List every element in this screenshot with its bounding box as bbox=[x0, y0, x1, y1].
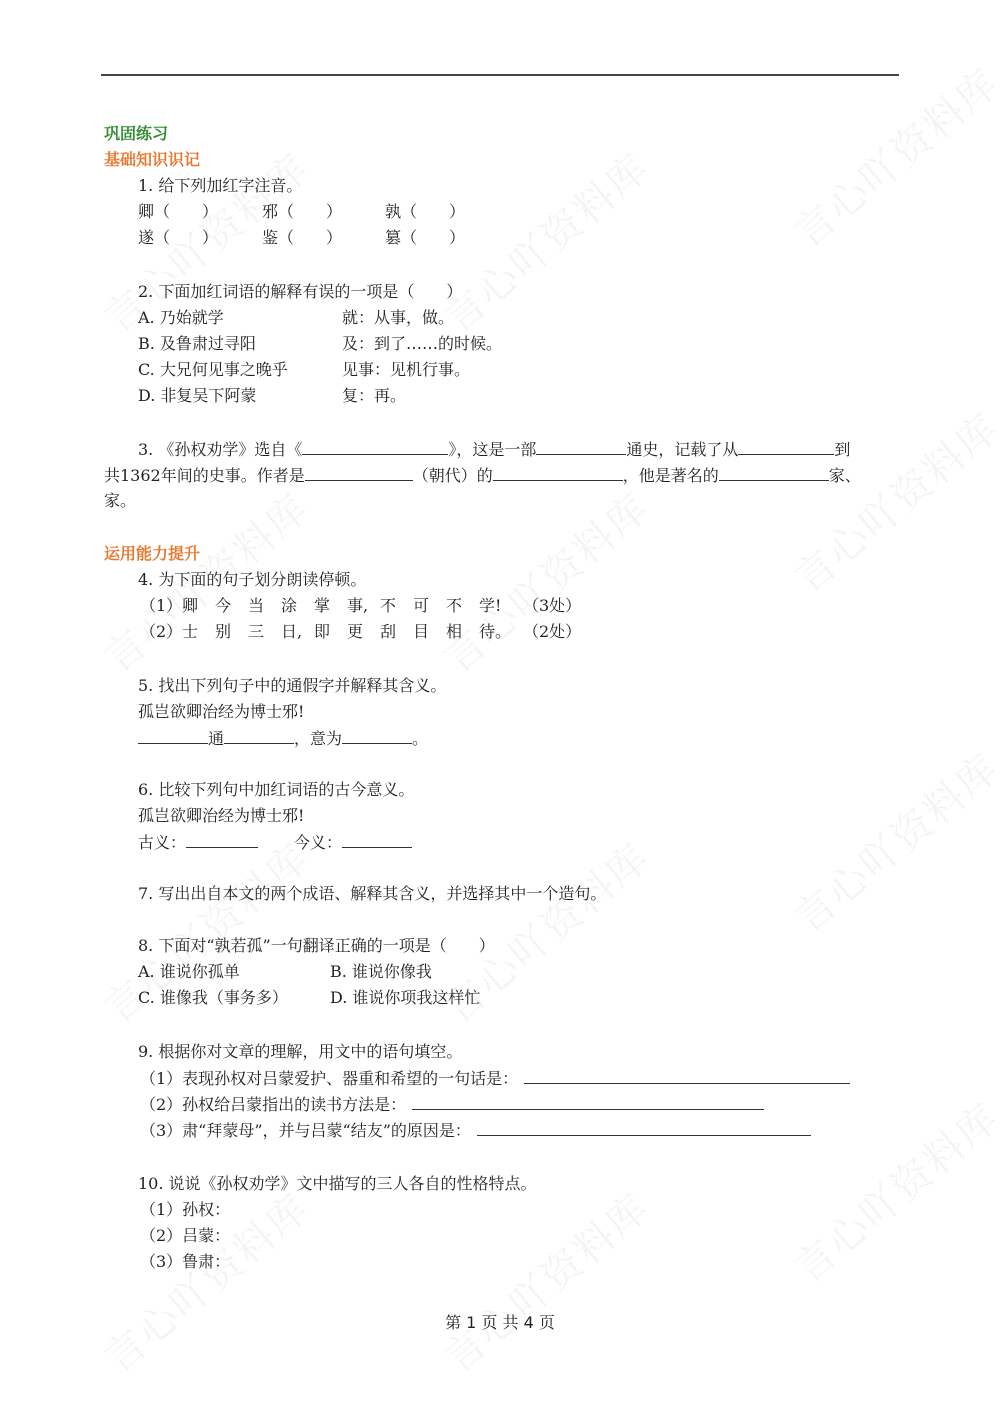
q2-explain-d: 复：再。 bbox=[342, 386, 407, 405]
q4-sentence-1: （1）卿 今 当 涂 掌 事, 不 可 不 学! （3处） bbox=[140, 596, 582, 615]
section-title-ability: 运用能力提升 bbox=[104, 544, 201, 563]
watermark bbox=[430, 1178, 660, 1384]
q5-sentence: 孤岂欲卿治经为博士邪! bbox=[138, 702, 305, 721]
q1-item: 卿（ ） bbox=[138, 202, 219, 221]
q10-title: 10. 说说《孙权劝学》文中描写的三人各自的性格特点。 bbox=[138, 1174, 537, 1193]
q9-title: 9. 根据你对文章的理解，用文中的语句填空。 bbox=[138, 1042, 463, 1061]
q6-title: 6. 比较下列句中加红词语的古今意义。 bbox=[138, 780, 415, 799]
q5-blank-meaning[interactable] bbox=[342, 728, 412, 744]
q1-item: 鉴（ ） bbox=[262, 228, 343, 247]
section-title-basic: 基础知识识记 bbox=[104, 150, 201, 169]
q3-blank-role[interactable] bbox=[719, 465, 829, 481]
watermark bbox=[780, 1088, 1000, 1294]
q3-line1: 3. 《孙权劝学》选自《 》，这是一部 通史，记载了从 到 bbox=[138, 440, 851, 459]
q3-line3: 家。 bbox=[104, 491, 137, 510]
q1-item: 邪（ ） bbox=[262, 202, 343, 221]
q6-blank-ancient[interactable] bbox=[186, 832, 258, 848]
page-number: 第 1 页 共 4 页 bbox=[445, 1313, 555, 1332]
q2-explain-b: 及：到了……的时候。 bbox=[342, 334, 503, 353]
q2-title: 2. 下面加红词语的解释有误的一项是（ ） bbox=[138, 282, 463, 301]
q3-blank-author[interactable] bbox=[493, 465, 623, 481]
watermark bbox=[430, 478, 660, 684]
q2-explain-a: 就：从事，做。 bbox=[342, 308, 455, 327]
q1-title: 1. 给下列加红字注音。 bbox=[138, 176, 303, 195]
q9-item-2: （2）孙权给吕蒙指出的读书方法是： bbox=[140, 1094, 764, 1115]
q6-blank-modern[interactable] bbox=[342, 832, 412, 848]
q5-blank-original[interactable] bbox=[224, 728, 294, 744]
q1-item: 孰（ ） bbox=[385, 202, 466, 221]
q4-sentence-2: （2）士 别 三 日, 即 更 刮 目 相 待。 （2处） bbox=[140, 622, 582, 641]
q3-line2: 共1362年间的史事。作者是 （朝代）的 ，他是著名的 家、 bbox=[104, 466, 861, 485]
q3-blank-book[interactable] bbox=[302, 439, 448, 455]
q3-blank-from[interactable] bbox=[738, 439, 834, 455]
watermark bbox=[780, 738, 1000, 944]
q4-title: 4. 为下面的句子划分朗读停顿。 bbox=[138, 570, 367, 589]
q2-explain-c: 见事：见机行事。 bbox=[342, 360, 471, 379]
q1-item: 遂（ ） bbox=[138, 228, 219, 247]
q9-blank-2[interactable] bbox=[412, 1094, 764, 1110]
q3-blank-type[interactable] bbox=[536, 439, 626, 455]
q3-blank-author-dynasty[interactable] bbox=[305, 465, 413, 481]
q10-item-sunquan: （1）孙权： bbox=[140, 1200, 231, 1219]
q8-option-d: D. 谁说你项我这样忙 bbox=[330, 988, 481, 1007]
q6-answer-line: 古义： 今义： bbox=[138, 832, 412, 853]
q1-item: 篡（ ） bbox=[385, 228, 466, 247]
header-rule bbox=[101, 74, 899, 76]
q8-option-c: C. 谁像我（事务多） bbox=[138, 988, 288, 1007]
q9-blank-3[interactable] bbox=[477, 1120, 811, 1136]
q10-item-lusu: （3）鲁肃： bbox=[140, 1252, 231, 1271]
q6-sentence: 孤岂欲卿治经为博士邪! bbox=[138, 806, 305, 825]
watermark bbox=[780, 53, 1000, 259]
q8-option-b: B. 谁说你像我 bbox=[330, 962, 432, 981]
q7-title: 7. 写出出自本文的两个成语、解释其含义，并选择其中一个造句。 bbox=[138, 884, 607, 903]
q9-item-3: （3）肃“拜蒙母”，并与吕蒙“结友”的原因是： bbox=[140, 1120, 811, 1141]
section-title-consolidation: 巩固练习 bbox=[104, 124, 169, 143]
q5-blank-char[interactable] bbox=[138, 728, 208, 744]
q5-answer-line: 通 ，意为 。 bbox=[138, 728, 428, 749]
q8-option-a: A. 谁说你孤单 bbox=[138, 962, 240, 981]
q2-option-a: A. 乃始就学 bbox=[138, 308, 224, 327]
watermark bbox=[780, 398, 1000, 604]
q8-title: 8. 下面对“孰若孤”一句翻译正确的一项是（ ） bbox=[138, 936, 495, 955]
q2-option-c: C. 大兄何见事之晚乎 bbox=[138, 360, 288, 379]
q9-blank-1[interactable] bbox=[524, 1068, 850, 1084]
q2-option-b: B. 及鲁肃过寻阳 bbox=[138, 334, 256, 353]
q10-item-lvmeng: （2）吕蒙： bbox=[140, 1226, 231, 1245]
q2-option-d: D. 非复吴下阿蒙 bbox=[138, 386, 257, 405]
q9-item-1: （1）表现孙权对吕蒙爱护、器重和希望的一句话是： bbox=[140, 1068, 850, 1089]
q5-title: 5. 找出下列句子中的通假字并解释其含义。 bbox=[138, 676, 447, 695]
